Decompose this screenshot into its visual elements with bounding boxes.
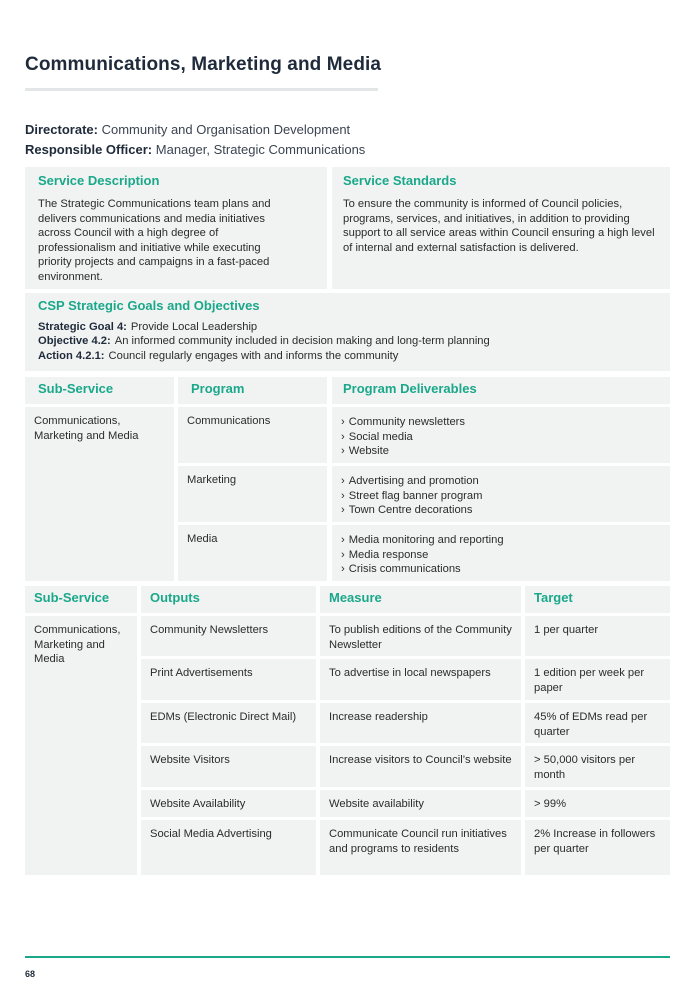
program-table-header-subservice: Sub-Service (25, 377, 174, 404)
target-cell: 2% Increase in followers per quarter (525, 820, 670, 875)
outputs-table-header-outputs: Outputs (141, 586, 316, 613)
page-title: Communications, Marketing and Media (25, 54, 382, 75)
output-cell: Community Newsletters (141, 616, 316, 656)
output-cell: Website Availability (141, 790, 316, 817)
service-standards-text: To ensure the community is informed of Council policies, programs, services, and initiatives, in addition to providing support to all service areas within Council ensuring a high level of internal and external satisfaction is delivered. (343, 198, 655, 254)
program-table-header-program: Program (178, 377, 327, 404)
deliverables-cell (332, 466, 670, 522)
service-description-heading: Service Description (38, 173, 160, 188)
action-line (38, 349, 660, 363)
deliverable-item: › Town Centre decorations (341, 503, 662, 518)
target-cell: 1 per quarter (525, 616, 670, 656)
deliverable-item: › Media monitoring and reporting (341, 533, 662, 548)
target-cell: 1 edition per week per paper (525, 659, 670, 700)
footer-divider (25, 956, 670, 958)
deliverable-item: › Media response (341, 548, 662, 563)
output-cell: EDMs (Electronic Direct Mail) (141, 703, 316, 743)
strategic-goal-label: Strategic Goal 4: (38, 321, 127, 333)
directorate-value: Community and Organisation Development (101, 122, 351, 137)
outputs-table-header-measure: Measure (320, 586, 521, 613)
meta-info (25, 120, 365, 160)
strategic-goal-text: Provide Local Leadership (130, 321, 258, 333)
title-divider (25, 88, 378, 91)
deliverable-item: › Community newsletters (341, 415, 662, 430)
measure-cell: Website availability (320, 790, 521, 817)
output-cell: Social Media Advertising (141, 820, 316, 875)
officer-label: Responsible Officer: (25, 142, 153, 157)
csp-heading: CSP Strategic Goals and Objectives (38, 298, 260, 313)
deliverables-cell (332, 407, 670, 463)
measure-cell: Communicate Council run initiatives and programs to residents (320, 820, 521, 875)
deliverable-item: › Advertising and promotion (341, 474, 662, 489)
outputs-table-subservice-cell: Communications, Marketing and Media (25, 616, 137, 875)
officer-line (25, 140, 365, 160)
service-standards-heading: Service Standards (343, 173, 457, 188)
target-cell: > 50,000 visitors per month (525, 746, 670, 787)
measure-cell: To publish editions of the Community Newsletter (320, 616, 521, 656)
output-cell: Print Advertisements (141, 659, 316, 700)
deliverable-item: › Social media (341, 430, 662, 445)
page-number: 68 (25, 969, 36, 979)
target-cell: > 99% (525, 790, 670, 817)
deliverable-item: › Street flag banner program (341, 489, 662, 504)
directorate-label: Directorate: (25, 122, 98, 137)
objective-label: Objective 4.2: (38, 335, 111, 348)
csp-lines (38, 320, 660, 363)
target-cell: 45% of EDMs read per quarter (525, 703, 670, 743)
program-cell: Communications (178, 407, 327, 463)
action-label: Action 4.2.1: (38, 349, 105, 362)
service-description-text: The Strategic Communications team plans and delivers communications and media initiatives across Council with a high degree of professionalism and initiative while executing priority projects and campaigns in a fast-paced environment. (38, 198, 271, 283)
csp-goals-box (25, 293, 670, 371)
officer-value: Manager, Strategic Communications (155, 142, 366, 157)
service-description-box (25, 167, 327, 289)
program-cell: Marketing (178, 466, 327, 522)
program-cell: Media (178, 525, 327, 581)
outputs-table-header-target: Target (525, 586, 670, 613)
output-cell: Website Visitors (141, 746, 316, 787)
directorate-line (25, 120, 365, 140)
deliverable-item: › Website (341, 444, 662, 459)
outputs-table-header-subservice: Sub-Service (25, 586, 137, 613)
measure-cell: To advertise in local newspapers (320, 659, 521, 700)
action-text: Council regularly engages with and informs the community (108, 349, 399, 362)
deliverables-cell (332, 525, 670, 581)
strategic-goal-line (38, 320, 660, 334)
program-table-subservice-cell: Communications, Marketing and Media (25, 407, 174, 581)
program-table-header-deliverables: Program Deliverables (332, 377, 670, 404)
deliverable-item: › Crisis communications (341, 562, 662, 577)
objective-line (38, 334, 660, 348)
service-standards-box (332, 167, 670, 289)
objective-text: An informed community included in decision making and long-term planning (114, 335, 490, 348)
measure-cell: Increase readership (320, 703, 521, 743)
measure-cell: Increase visitors to Council’s website (320, 746, 521, 787)
